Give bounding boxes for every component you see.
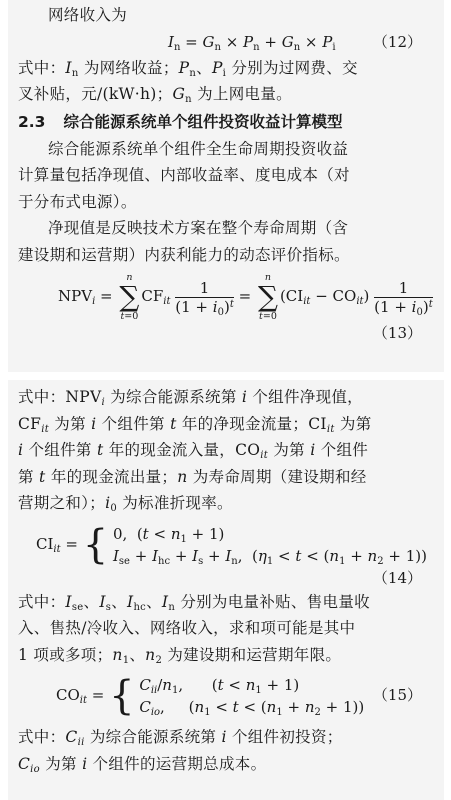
- equation-13: $NPV_i = n$ ∑ $t=0CF_{it}$ $\frac{1}{(1 + i_0)^t}$ = n ∑ $t=0(CI_{it} - CO_{it})$ $\frac{1}{(1 + i_0)^t}$: [58, 272, 433, 322]
- equation-12: $I_n = G_n \times P_n + G_n \times P_i$ （12）: [18, 29, 434, 55]
- def13-line3: i 个组件第 t 年的现金流入量，$CO_{it}$ 为第 i 个组件: [18, 441, 369, 461]
- equation-14-number: （14）: [372, 568, 422, 587]
- para2-line1: 净现值是反映技术方案在整个寿命周期（含: [48, 219, 349, 237]
- def15-line2: $C_{io}$ 为第 i 个组件的运营期总成本。: [18, 754, 267, 775]
- equation-13-number: （13）: [372, 324, 422, 342]
- top-text-panel: [8, 0, 444, 372]
- def13-line5: 营期之和）；$i_0$ 为标准折现率。: [18, 494, 233, 514]
- para1-line1: 综合能源系统单个组件全生命周期投资收益: [48, 139, 349, 158]
- para2-line2: 建设期和运营期）内获利能力的动态评价指标。: [18, 245, 350, 264]
- section-heading: 2.3 综合能源系统单个组件投资收益计算模型: [18, 112, 343, 131]
- equation-12-number: （12）: [372, 32, 422, 51]
- def14-line3: 1 项或多项；$n_1$、$n_2$ 为建设期和运营期年限。: [18, 645, 342, 666]
- equation-14: $CI_{it}$ = { 0, $(t < n_1 + 1)$ $I_{se} + I_{hc} + I_s + I_n$, $(\eta_1 < t < (n_1 + n_2 + 1))$: [36, 521, 427, 568]
- def13-line2: $CF_{it}$ 为第 i 个组件第 t 年的净现金流量；$CI_{it}$ 为第: [18, 414, 372, 435]
- def13-line4: 第 t 年的现金流出量；n 为寿命周期（建设期和经: [18, 467, 367, 486]
- para1-line3: 于分布式电源）。: [18, 192, 137, 211]
- para1-line2: 计算量包括净现值、内部收益率、度电成本（对: [18, 166, 350, 184]
- def14-line1: 式中：$I_{se}$、$I_s$、$I_{hc}$、$I_n$ 分别为电量补贴、售电量收: [18, 592, 370, 613]
- income-intro: 网络收入为: [48, 6, 128, 24]
- def12-line1: 式中：$I_n$ 为网络收益；$P_n$、$P_i$ 分别为过网费、交: [18, 58, 358, 79]
- bottom-text-panel: [8, 380, 444, 800]
- def15-line1: 式中：$C_{ii}$ 为综合能源系统第 i 个组件初投资；: [18, 728, 343, 748]
- equation-15: $CO_{it}$ = { $C_{ii}/n_1$, $(t < n_1 + 1)$ $C_{io}$, $(n_1 < t < (n_1 + n_2 + 1))$ （15）: [56, 673, 422, 719]
- def13-line1: 式中：$NPV_i$ 为综合能源系统第 i 个组件净现值，: [18, 388, 363, 408]
- equation-15-number: （15）: [372, 686, 422, 704]
- def14-line2: 入、售热/冷收入、网络收入，求和项可能是其中: [18, 619, 356, 637]
- def12-line2: 叉补贴，元/(kW·h)；$G_n$ 为上网电量。: [18, 85, 292, 105]
